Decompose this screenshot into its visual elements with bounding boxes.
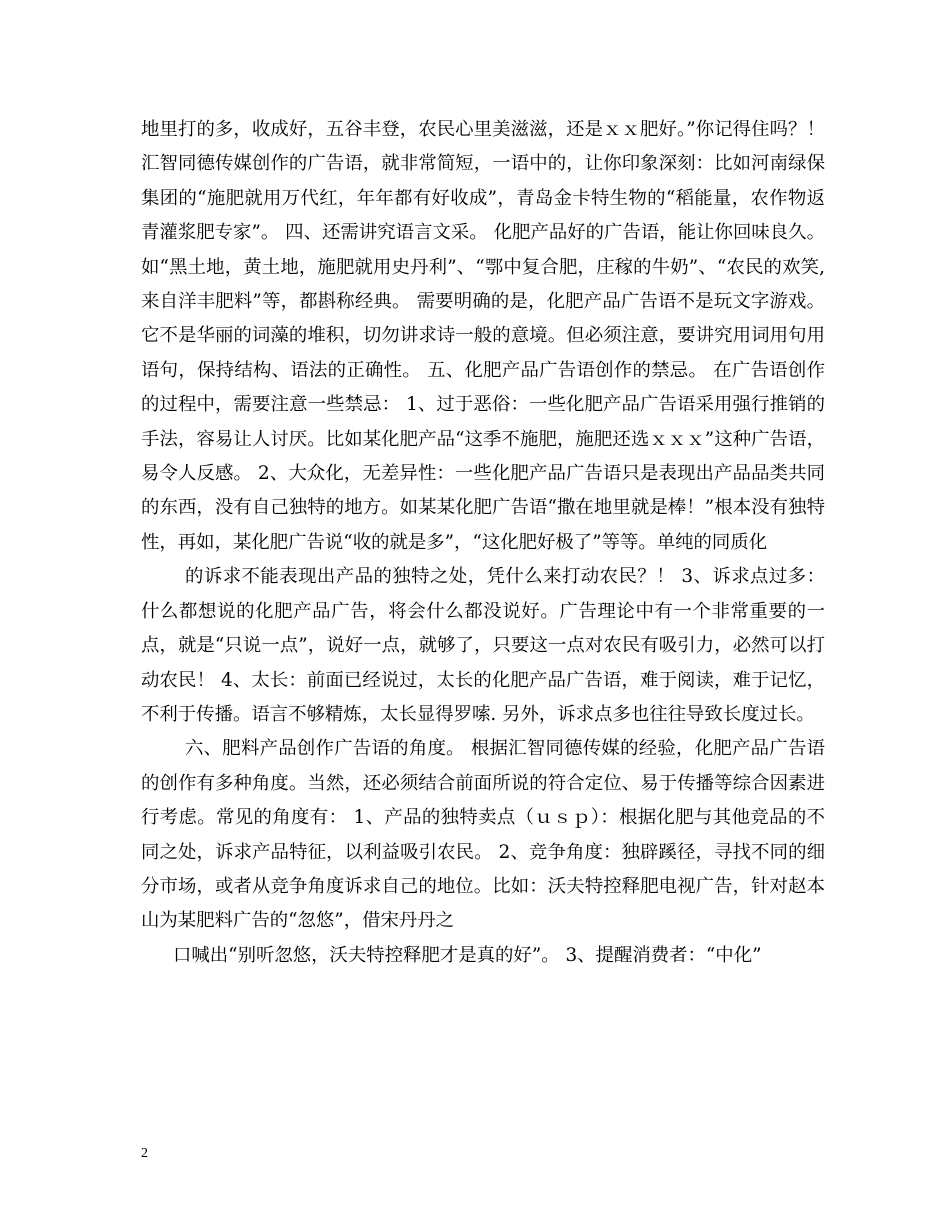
document-body xyxy=(141,113,825,973)
paragraph-3: 六、肥料产品创作广告语的角度。 根据汇智同德传媒的经验，化肥产品广告语的创作有多种角度。当然，还必须结合前面所说的符合定位、易于传播等综合因素进行考虑。常见的角度有： 1、产品的独特卖点（ｕｓｐ）：根据化肥与其他竞品的不同之处，诉求产品特征，以利益吸引农民。 2、竞争角度：独辟蹊径，寻找不同的细分市场，或者从竞争角度诉求自己的地位。比如：沃夫特控释肥电视广告，针对赵本山为某肥料广告的“忽悠”，借宋丹丹之 xyxy=(141,738,825,932)
paragraph-2: 的诉求不能表现出产品的独特之处，凭什么来打动农民？！ 3、诉求点过多：什么都想说的化肥产品广告，将会什么都没说好。广告理论中有一个非常重要的一点，就是“只说一点”，说好一点，就够了，只要这一点对农民有吸引力，必然可以打动农民！ 4、太长：前面已经说过，太长的化肥产品广告语，难于阅读，难于记忆，不利于传播。语言不够精炼，太长显得罗嗦. 另外，诉求点多也往往导致长度过长。 xyxy=(141,566,825,725)
paragraph-4: 口喊出“别听忽悠，沃夫特控释肥才是真的好”。 3、提醒消费者：“中化” xyxy=(173,944,762,966)
page-number: 2 xyxy=(141,1146,148,1161)
paragraph-1: 地里打的多，收成好，五谷丰登，农民心里美滋滋，还是ｘｘ肥好。”你记得住吗？！ 汇智同德传媒创作的广告语，就非常简短，一语中的，让你印象深刻：比如河南绿保集团的“施肥就用万代红，年年都有好收成”，青岛金卡特生物的“稻能量，农作物返青灌浆肥专家”。 四、还需讲究语言文采。 化肥产品好的广告语，能让你回味良久。如“黑土地，黄土地，施肥就用史丹利”、“鄂中复合肥，庄稼的牛奶”、“农民的欢笑,来自洋丰肥料”等，都斟称经典。 需要明确的是，化肥产品广告语不是玩文字游戏。它不是华丽的词藻的堆积，切勿讲求诗一般的意境。但必须注意，要讲究用词用句用语句，保持结构、语法的正确性。 五、化肥产品广告语创作的禁忌。 在广告语创作的过程中，需要注意一些禁忌： 1、过于恶俗：一些化肥产品广告语采用强行推销的手法，容易让人讨厌。比如某化肥产品“这季不施肥，施肥还选ｘｘｘ”这种广告语，易令人反感。 2、大众化，无差异性：一些化肥产品广告语只是表现出产品品类共同的东西，没有自己独特的地方。如某某化肥广告语“撒在地里就是棒！”根本没有独特性，再如，某化肥广告说“收的就是多”，“这化肥好极了”等等。单纯的同质化 xyxy=(141,119,825,553)
